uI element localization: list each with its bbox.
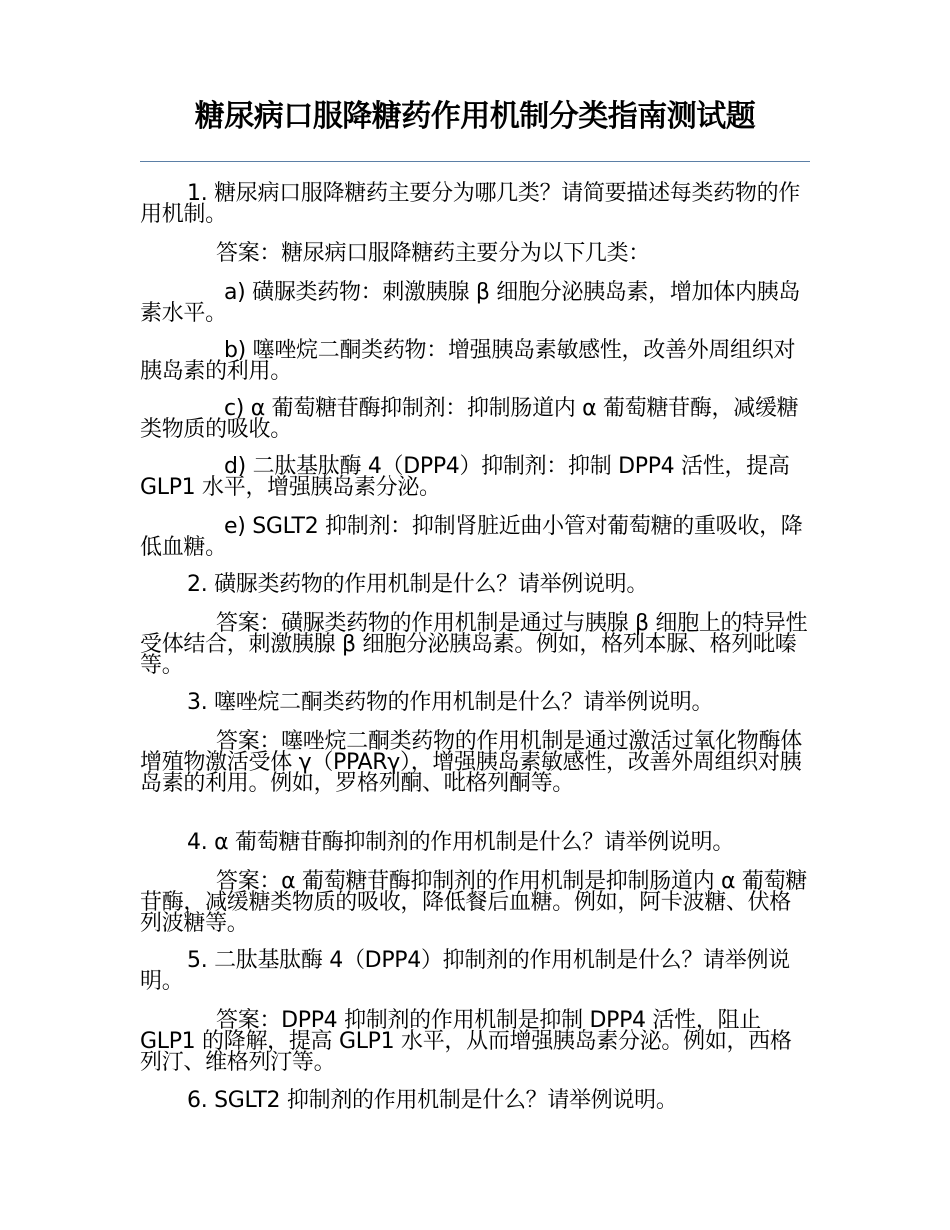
- answer-1-item-b: b) 噻唑烷二酮类药物：增强胰岛素敏感性，改善外周组织对胰岛素的利用。: [140, 338, 796, 384]
- answer-3: 答案：噻唑烷二酮类药物的作用机制是通过激活过氧化物酶体增殖物激活受体 γ（PPARγ），增强胰岛素敏感性，改善外周组织对胰岛素的利用。例如，罗格列酮、吡格列酮等。: [140, 729, 802, 796]
- question-1: 1. 糖尿病口服降糖药主要分为哪几类？请简要描述每类药物的作用机制。: [140, 181, 800, 227]
- question-2: 2. 磺脲类药物的作用机制是什么？请举例说明。: [187, 572, 649, 597]
- question-6: 6. SGLT2 抑制剂的作用机制是什么？请举例说明。: [187, 1088, 678, 1113]
- answer-1-item-d: d) 二肽基肽酶 4（DPP4）抑制剂：抑制 DPP4 活性，提高 GLP1 水平，增强胰岛素分泌。: [140, 454, 790, 500]
- title-divider: [140, 161, 810, 162]
- answer-2: 答案：磺脲类药物的作用机制是通过与胰腺 β 细胞上的特异性受体结合，刺激胰腺 β 细胞分泌胰岛素。例如，格列本脲、格列吡嗪等。: [140, 611, 808, 678]
- answer-5: 答案：DPP4 抑制剂的作用机制是抑制 DPP4 活性，阻止 GLP1 的降解，提高 GLP1 水平，从而增强胰岛素分泌。例如，西格列汀、维格列汀等。: [140, 1008, 792, 1075]
- answer-1-item-e: e) SGLT2 抑制剂：抑制肾脏近曲小管对葡萄糖的重吸收，降低血糖。: [140, 514, 803, 560]
- question-5: 5. 二肽基肽酶 4（DPP4）抑制剂的作用机制是什么？请举例说明。: [140, 948, 790, 994]
- document-title: 糖尿病口服降糖药作用机制分类指南测试题: [194, 99, 756, 134]
- question-4: 4. α 葡萄糖苷酶抑制剂的作用机制是什么？请举例说明。: [187, 830, 735, 855]
- answer-1-item-c: c) α 葡萄糖苷酶抑制剂：抑制肠道内 α 葡萄糖苷酶，减缓糖类物质的吸收。: [140, 396, 799, 442]
- answer-1-item-a: a) 磺脲类药物：刺激胰腺 β 细胞分泌胰岛素，增加体内胰岛素水平。: [140, 280, 801, 326]
- answer-1-intro: 答案：糖尿病口服降糖药主要分为以下几类：: [216, 241, 651, 266]
- question-3: 3. 噻唑烷二酮类药物的作用机制是什么？请举例说明。: [187, 690, 714, 715]
- answer-4: 答案：α 葡萄糖苷酶抑制剂的作用机制是抑制肠道内 α 葡萄糖苷酶，减缓糖类物质的吸收，降低餐后血糖。例如，阿卡波糖、伏格列波糖等。: [140, 869, 807, 936]
